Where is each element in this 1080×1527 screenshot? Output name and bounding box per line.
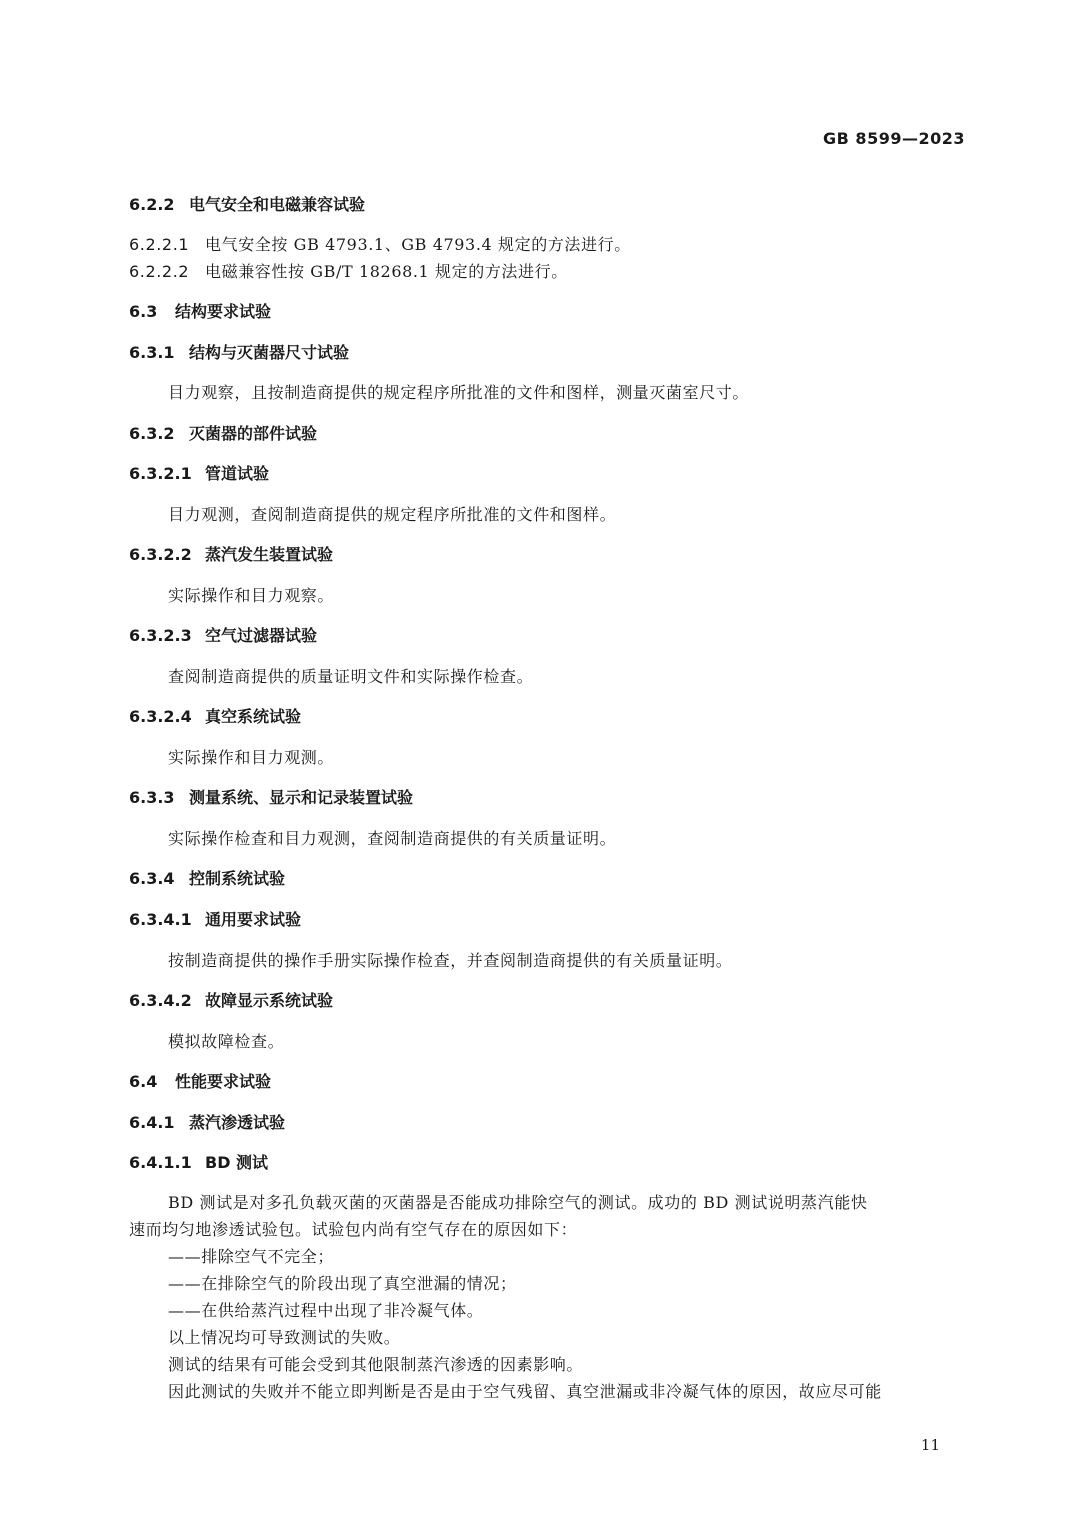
- heading-title: 测量系统、显示和记录装置试验: [189, 788, 414, 807]
- heading-title: 通用要求试验: [205, 910, 302, 929]
- heading-6-4-1: [129, 1111, 285, 1135]
- heading-title: 真空系统试验: [205, 707, 302, 726]
- heading-6-3-2-1: [129, 462, 269, 486]
- heading-6-3-4: [129, 867, 285, 891]
- heading-6-3-2-4: [129, 705, 301, 729]
- body-6-3-2-3: 查阅制造商提供的质量证明文件和实际操作检查。: [168, 667, 534, 686]
- heading-6-3-2-2: [129, 543, 333, 567]
- heading-title: 灭菌器的部件试验: [189, 424, 318, 443]
- heading-number: 6.4.1.1: [129, 1153, 192, 1172]
- body-6-3-2-2: 实际操作和目力观察。: [168, 586, 335, 605]
- heading-number: 6.3.4.1: [129, 910, 192, 929]
- heading-number: 6.3.2: [129, 424, 175, 443]
- heading-title: 故障显示系统试验: [205, 991, 334, 1010]
- heading-number: 6.3.2.4: [129, 707, 192, 726]
- clause-text: 电磁兼容性按 GB/T 18268.1 规定的方法进行。: [205, 262, 568, 281]
- list-item-3: ——在供给蒸汽过程中出现了非冷凝气体。: [168, 1301, 484, 1320]
- heading-number: 6.3.3: [129, 788, 175, 807]
- heading-title: 管道试验: [205, 464, 270, 483]
- clause-6-2-2-1: [129, 233, 631, 257]
- heading-title: 蒸汽发生装置试验: [205, 545, 334, 564]
- heading-6-3-2-3: [129, 624, 317, 648]
- heading-title: 电气安全和电磁兼容试验: [189, 195, 366, 214]
- heading-number: 6.3.2.3: [129, 626, 192, 645]
- heading-number: 6.3.1: [129, 343, 175, 362]
- clause-text: 电气安全按 GB 4793.1、GB 4793.4 规定的方法进行。: [205, 235, 631, 254]
- body-6-4-1-1-para1-line1: BD 测试是对多孔负载灭菌的灭菌器是否能成功排除空气的测试。成功的 BD 测试说明蒸汽能快: [168, 1193, 868, 1212]
- body-6-4-1-1-para1-line2: 速而均匀地渗透试验包。试验包内尚有空气存在的原因如下：: [129, 1220, 578, 1239]
- body-6-3-1: 目力观察，且按制造商提供的规定程序所批准的文件和图样，测量灭菌室尺寸。: [168, 383, 750, 402]
- body-6-3-4-1: 按制造商提供的操作手册实际操作检查，并查阅制造商提供的有关质量证明。: [168, 951, 733, 970]
- heading-6-3-4-2: [129, 989, 333, 1013]
- clause-6-2-2-2: [129, 260, 568, 284]
- list-item-1: ——排除空气不完全；: [168, 1247, 335, 1266]
- heading-title: 结构与灭菌器尺寸试验: [189, 343, 350, 362]
- heading-6-3-1: [129, 341, 349, 365]
- body-6-3-2-1: 目力观测，查阅制造商提供的规定程序所批准的文件和图样。: [168, 505, 617, 524]
- clause-number: 6.2.2.2: [129, 262, 190, 281]
- body-6-3-2-4: 实际操作和目力观测。: [168, 748, 335, 767]
- heading-number: 6.4.1: [129, 1113, 175, 1132]
- heading-title: BD 测试: [205, 1153, 269, 1172]
- heading-6-3-2: [129, 422, 317, 446]
- standard-code: GB 8599—2023: [823, 129, 965, 148]
- heading-number: 6.3.4: [129, 869, 175, 888]
- heading-6-3-4-1: [129, 908, 301, 932]
- clause-number: 6.2.2.1: [129, 235, 190, 254]
- heading-6-4-1-1: [129, 1151, 268, 1175]
- body-6-3-3: 实际操作检查和目力观测，查阅制造商提供的有关质量证明。: [168, 829, 617, 848]
- heading-title: 结构要求试验: [175, 302, 272, 321]
- body-6-4-1-1-para4: 因此测试的失败并不能立即判断是否是由于空气残留、真空泄漏或非冷凝气体的原因，故应尽可能: [168, 1382, 882, 1401]
- heading-number: 6.3.2.2: [129, 545, 192, 564]
- page-number: 11: [920, 1436, 940, 1454]
- body-6-4-1-1-para3: 测试的结果有可能会受到其他限制蒸汽渗透的因素影响。: [168, 1355, 584, 1374]
- body-6-4-1-1-para2: 以上情况均可导致测试的失败。: [168, 1328, 401, 1347]
- heading-number: 6.3.4.2: [129, 991, 192, 1010]
- heading-number: 6.3.2.1: [129, 464, 192, 483]
- heading-6-4: [129, 1070, 271, 1094]
- heading-title: 空气过滤器试验: [205, 626, 318, 645]
- body-6-3-4-2: 模拟故障检查。: [168, 1032, 285, 1051]
- heading-title: 蒸汽渗透试验: [189, 1113, 286, 1132]
- heading-6-2-2: [129, 193, 365, 217]
- heading-title: 控制系统试验: [189, 869, 286, 888]
- heading-number: 6.4: [129, 1072, 158, 1091]
- heading-title: 性能要求试验: [175, 1072, 272, 1091]
- heading-6-3-3: [129, 786, 413, 810]
- heading-number: 6.2.2: [129, 195, 175, 214]
- heading-6-3: [129, 300, 271, 324]
- list-item-2: ——在排除空气的阶段出现了真空泄漏的情况；: [168, 1274, 517, 1293]
- heading-number: 6.3: [129, 302, 158, 321]
